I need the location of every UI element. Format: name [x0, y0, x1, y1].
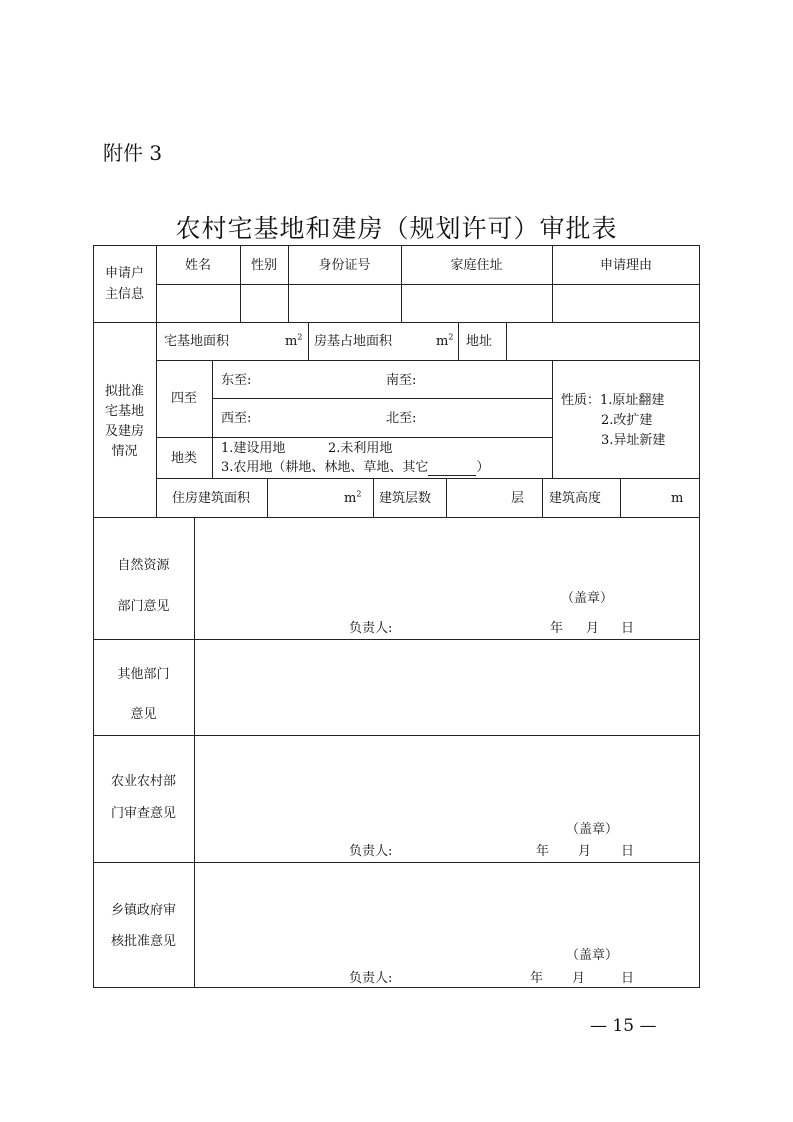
responsible-label: 负责人: [349, 844, 393, 859]
land-type-option-3: 3.农用地（耕地、林地、草地、其它 ） [221, 460, 490, 475]
footprint-area-unit: $m^2$ [436, 332, 454, 349]
address-label: 地址 [466, 334, 493, 349]
south-boundary-label: 南至: [386, 373, 417, 388]
month-label: 月 [578, 844, 592, 859]
row-divider [93, 862, 700, 863]
floors-label: 建筑层数 [379, 491, 432, 506]
col-divider [156, 245, 157, 517]
land-type-option-2: 2.未利用地 [328, 441, 393, 456]
name-header: 姓名 [184, 258, 211, 273]
applicant-section-label: 主信息 [104, 287, 144, 302]
floor-area-unit: $m^2$ [344, 489, 362, 506]
other-dept-label: 意见 [130, 707, 157, 722]
year-label: 年 [550, 621, 564, 636]
reason-header: 申请理由 [599, 258, 652, 273]
plot-section-label: 及建房 [104, 424, 144, 439]
id-number-header: 身份证号 [318, 258, 371, 273]
col-divider [212, 360, 213, 478]
page-number: — 15 — [590, 1016, 657, 1036]
land-type-label: 地类 [170, 451, 197, 466]
col-divider [308, 322, 309, 360]
year-label: 年 [530, 971, 544, 986]
natural-resources-label: 自然资源 [117, 558, 170, 573]
row-divider [93, 735, 700, 736]
township-label: 核批准意见 [110, 934, 176, 949]
nature-option-2: 2.改扩建 [601, 413, 653, 428]
month-label: 月 [572, 971, 586, 986]
row-divider [156, 360, 700, 361]
row-divider [156, 437, 552, 438]
plot-section-label: 拟批准 [104, 384, 144, 399]
row-divider [93, 322, 700, 323]
footprint-area-label: 房基占地面积 [314, 334, 393, 349]
responsible-label: 负责人: [349, 621, 393, 636]
nature-option-1: 性质：1.原址翻建 [561, 393, 665, 408]
seal-label: （盖章） [566, 948, 619, 963]
day-label: 日 [621, 621, 635, 636]
col-divider [552, 360, 553, 478]
col-divider [458, 322, 459, 360]
agriculture-dept-label: 门审查意见 [110, 806, 176, 821]
col-divider [401, 245, 402, 322]
day-label: 日 [621, 971, 635, 986]
north-boundary-label: 北至: [386, 411, 417, 426]
day-label: 日 [621, 844, 635, 859]
agriculture-dept-label: 农业农村部 [110, 774, 176, 789]
col-divider [542, 478, 543, 517]
col-divider [267, 478, 268, 517]
year-label: 年 [536, 844, 550, 859]
east-boundary-label: 东至: [221, 373, 252, 388]
col-divider [506, 322, 507, 360]
height-label: 建筑高度 [549, 491, 602, 506]
row-divider [93, 517, 700, 518]
attachment-label: 附件 3 [103, 141, 163, 165]
col-divider [194, 517, 195, 988]
col-divider [373, 478, 374, 517]
responsible-label: 负责人: [349, 971, 393, 986]
height-unit: m [671, 491, 684, 506]
col-divider [446, 478, 447, 517]
applicant-section-label: 申请户 [104, 266, 144, 281]
township-label: 乡镇政府审 [110, 903, 176, 918]
col-divider [620, 478, 621, 517]
floors-unit: 层 [511, 491, 525, 506]
row-divider [156, 284, 700, 285]
seal-label: （盖章） [561, 591, 614, 606]
home-address-header: 家庭住址 [450, 258, 503, 273]
other-blank [428, 463, 476, 476]
col-divider [240, 245, 241, 322]
row-divider [93, 639, 700, 640]
plot-section-label: 宅基地 [104, 404, 144, 419]
plot-section-label: 情况 [111, 444, 138, 459]
natural-resources-label: 部门意见 [117, 599, 170, 614]
month-label: 月 [586, 621, 600, 636]
homestead-area-label: 宅基地面积 [164, 334, 230, 349]
land-type-option-1: 1.建设用地 [221, 441, 286, 456]
col-divider [288, 245, 289, 322]
homestead-area-unit: $m^2$ [285, 332, 303, 349]
gender-header: 性别 [250, 258, 277, 273]
row-divider [212, 398, 552, 399]
nature-option-3: 3.异址新建 [601, 433, 666, 448]
other-dept-label: 其他部门 [117, 667, 170, 682]
row-divider [156, 478, 700, 479]
west-boundary-label: 西至: [221, 411, 252, 426]
col-divider [552, 245, 553, 322]
boundaries-label: 四至 [170, 391, 197, 406]
form-title: 农村宅基地和建房（规划许可）审批表 [175, 214, 618, 243]
table-border [93, 245, 700, 988]
seal-label: （盖章） [566, 822, 619, 837]
floor-area-label: 住房建筑面积 [172, 491, 251, 506]
